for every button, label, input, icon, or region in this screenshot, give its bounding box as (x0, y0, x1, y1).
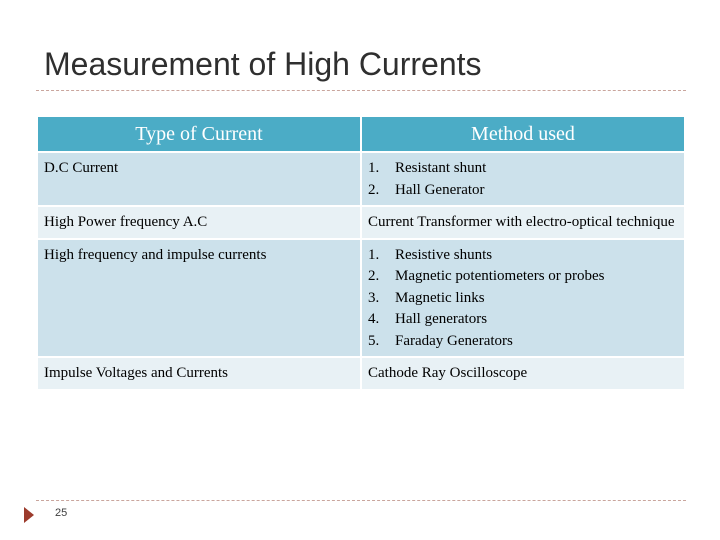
list-item: 2. Magnetic potentiometers or probes (368, 266, 678, 288)
list-item: 1. Resistant shunt (368, 158, 678, 180)
list-item: 4. Hall generators (368, 309, 678, 331)
table-row (38, 240, 684, 357)
list-item: 5. Faraday Generators (368, 331, 678, 353)
method-text: Hall generators (395, 311, 488, 327)
method-text: Magnetic potentiometers or probes (395, 268, 605, 284)
current-type-cell: Impulse Voltages and Currents (38, 358, 360, 389)
list-item: 1. Resistive shunts (368, 245, 678, 267)
page-number: 25 (55, 507, 68, 519)
method-text: Magnetic links (395, 289, 485, 306)
method-cell (362, 153, 684, 205)
table-header-row (38, 117, 684, 151)
list-item: 3. Magnetic links (368, 288, 678, 310)
method-list (368, 158, 678, 201)
method-text: Resistive shunts (395, 246, 493, 263)
method-cell (362, 240, 684, 357)
triangle-bullet-icon (24, 507, 34, 523)
method-text: Resistant shunt (395, 160, 487, 176)
current-type-cell: High Power frequency A.C (38, 207, 360, 238)
footer-divider (36, 500, 686, 501)
method-cell: Cathode Ray Oscilloscope (362, 358, 684, 389)
current-type-cell: High frequency and impulse currents (38, 240, 360, 357)
table-row (38, 153, 684, 205)
table-row (38, 207, 684, 238)
current-type-cell: D.C Current (38, 153, 360, 205)
list-item: 2. Hall Generator (368, 180, 678, 202)
method-text: Faraday Generators (395, 332, 513, 349)
method-list (368, 245, 678, 353)
methods-table (36, 115, 686, 391)
table-row (38, 358, 684, 389)
method-cell: Current Transformer with electro-optical technique (362, 207, 684, 238)
method-text: Hall Generator (395, 181, 485, 198)
title-divider (36, 90, 686, 91)
header-method-used: Method used (362, 117, 684, 151)
header-type-of-current: Type of Current (38, 117, 360, 151)
slide-title: Measurement of High Currents (44, 46, 482, 82)
